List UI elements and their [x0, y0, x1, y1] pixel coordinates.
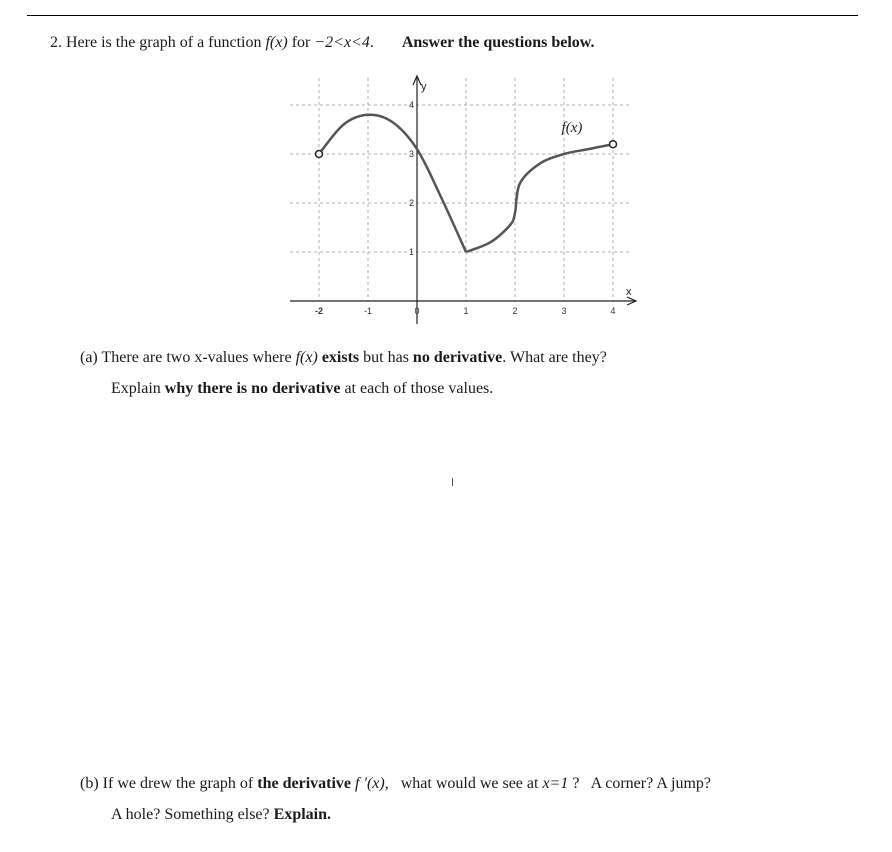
part-b-options: ? A corner? A jump? — [572, 775, 711, 792]
part-a-bold-exists: exists — [321, 349, 360, 366]
part-a-tail: at each of those values. — [344, 380, 494, 397]
x-tick-label: 1 — [463, 306, 469, 316]
part-b-explain: Explain. — [273, 806, 331, 823]
part-a-bold-no-derivative: no derivative — [412, 349, 503, 366]
x-tick-label: -1 — [363, 306, 373, 316]
axes — [290, 76, 636, 324]
y-tick-label: 1 — [408, 247, 414, 257]
part-a-text: There are two x-values where — [101, 349, 292, 366]
part-b-line-2 — [111, 806, 331, 824]
part-b-question: , what would we see at — [384, 775, 539, 792]
part-b-derivative-notation: f ′(x) — [355, 775, 385, 792]
part-b-bold-derivative: the derivative — [257, 775, 352, 792]
part-a-explain: Explain — [111, 380, 161, 397]
curve-label: f(x) — [561, 119, 583, 136]
for-word: for — [291, 34, 311, 51]
open-endpoint-circle — [610, 141, 617, 148]
part-b-text: If we drew the graph of — [102, 775, 254, 792]
x-tick-label: 4 — [610, 306, 616, 316]
part-b-line-1 — [80, 775, 711, 793]
open-endpoints — [316, 141, 617, 158]
y-tick-label: 2 — [408, 198, 414, 208]
period: . — [369, 34, 374, 51]
question-intro: Here is the graph of a function — [66, 34, 262, 51]
question-number: 2. — [50, 34, 62, 51]
domain-expression: −2<x<4 — [314, 34, 370, 51]
part-a-label: (a) — [80, 349, 98, 366]
y-axis-label: y — [421, 81, 427, 93]
part-b-more-options: A hole? Something else? — [111, 806, 270, 823]
x-axis-label: x — [626, 286, 632, 298]
x-tick-label: -2 — [314, 306, 324, 316]
open-endpoint-circle — [316, 151, 323, 158]
grid-lines — [290, 78, 632, 301]
part-b-label: (b) — [80, 775, 99, 792]
top-rule — [27, 15, 858, 16]
function-graph — [286, 74, 642, 326]
part-a-bold-why: why there is no derivative — [164, 380, 341, 397]
part-a-function: f(x) — [295, 349, 318, 366]
part-a-line-1: (a) There are two x-values where f(x) exists but has no derivative. What are they? — [80, 349, 607, 366]
part-b-x-value: x=1 — [542, 775, 569, 792]
y-tick-label: 3 — [408, 149, 414, 159]
stray-mark — [452, 478, 453, 486]
y-tick-label: 4 — [408, 100, 414, 110]
x-tick-label: 0 — [414, 306, 420, 316]
x-tick-label: 2 — [512, 306, 518, 316]
question-header — [50, 34, 594, 52]
part-a-question: . What are they? — [502, 349, 607, 366]
instruction: Answer the questions below. — [401, 34, 595, 51]
function-notation: f(x) — [265, 34, 288, 51]
x-tick-label: 3 — [561, 306, 567, 316]
part-a-line-2 — [111, 380, 493, 398]
